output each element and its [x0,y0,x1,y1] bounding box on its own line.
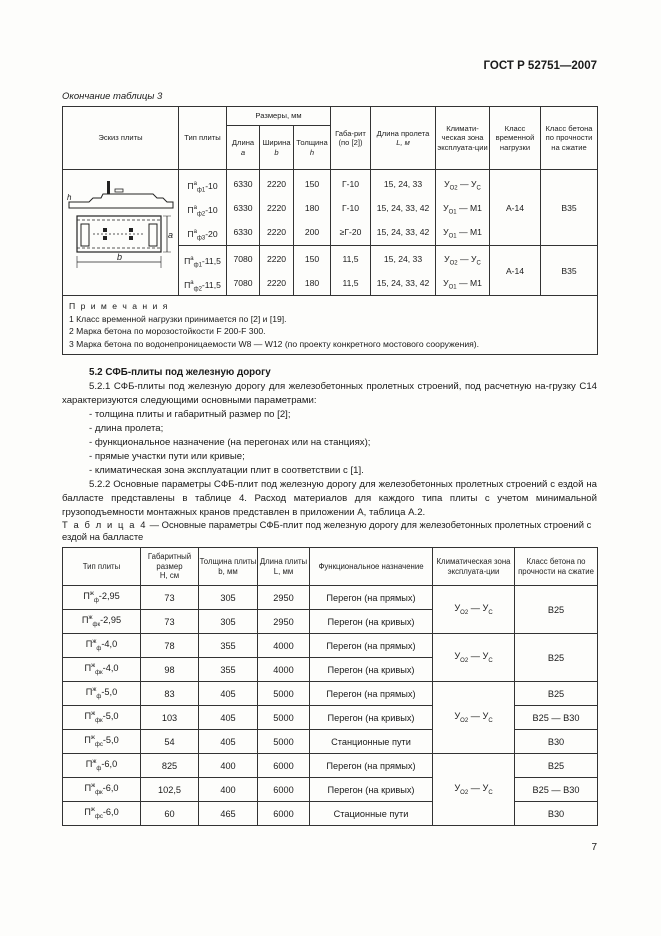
th-type: Тип плиты [179,107,227,170]
th-purpose: Функциональное назначение [310,548,433,586]
list-item: - длина пролета; [89,423,164,434]
th-sizes: Размеры, мм [227,107,331,126]
groupA-gabarit: Г-10 Г-10 ≥Г-20 [331,170,371,246]
type-row: $П^а_{ф2}-11,5$ [184,279,221,293]
notes-title: П р и м е ч а н и я [69,301,169,311]
table4-caption: Т а б л и ц а 4 — Основные параметры СФБ-плит под железную дорогу для железобетонных пролетных строений с ездой на балласте [62,519,592,542]
type-row: $П^а_{ф2}-10$ [187,204,218,218]
climate-cell: $У_{О2}$ — $У_С$ [433,634,515,682]
table-row: $П^ж_{фс}-5,0$ 54 405 5000 Станционные пути В30 [63,730,598,754]
note-3: 3 Марка бетона по водонепроницаемости W8 — W12 (по проекту конкретного мостового сооружения). [69,338,480,349]
th-concrete: Класс бетона по прочности на сжатие [541,107,598,170]
table-row: $П^ж_{фк}-5,0$ 103 405 5000 Перегон (на кривых) В25 — В30 [63,706,598,730]
th-length: Длина a [227,126,260,170]
table-row: $П^ж_{фс}-6,0$ 60 465 6000 Стационные пути В30 [63,802,598,826]
list-item: - толщина плиты и габаритный размер по [2]; [89,409,291,420]
sketch-dim-b: b [116,251,122,262]
table-row: $П^ж_{фк}-6,0$ 102,5 400 6000 Перегон (на кривых) В25 — В30 [63,778,598,802]
th-width: Ширина b [260,126,294,170]
list-item: - функциональное назначение (на перегонах или на станциях); [89,437,371,448]
groupB-types [179,246,227,296]
groupA-width: 2220 2220 2220 [260,170,294,246]
climate-cell: $У_{О2}$ — $У_С$ [433,586,515,634]
groupA-concrete: В35 [541,170,598,246]
th-concrete: Класс бетона по прочности на сжатие [515,548,598,586]
slab-sketch [67,172,175,292]
groupB-thickness: 150 180 [294,246,331,296]
note-1: 1 Класс временной нагрузки принимается по [2] и [19]. [69,313,287,324]
paragraph-5-2-1: 5.2.1 СФБ-плиты под железную дорогу для железобетонных пролетных строений, под расчетную на-грузку С14 характеризуются следующими основными параметрами: [62,381,597,406]
table-row: $П^ж_ф-5,0$ 83 405 5000 Перегон (на прямых) $У_{О2}$ — $У_С$ В25 [63,682,598,706]
concrete-cell: В30 [515,730,598,754]
table-row: $П^ж_{фк}-2,95$ 73 305 2950 Перегон (на кривых) [63,610,598,634]
note-2: 2 Марка бетона по морозостойкости F 200-F 300. [69,326,266,336]
concrete-cell: В25 [515,754,598,778]
th-sketch: Эскиз плиты [63,107,179,170]
groupB-climate: $У_{О2}$ — $У_С$ $У_{О1}$ — М1 [436,246,490,296]
table3-notes [63,296,598,355]
table3-caption: Окончание таблицы 3 [62,91,163,102]
paragraph-5-2-2: 5.2.2 Основные параметры СФБ-плит под железную дорогу для железобетонных пролетных строений с ездой на балласте представлены в таблице 4. Расход материалов для каждого типа плиты с учетом минимальной грузоподъемности монтажных кранов представлен в приложении А, таблица А.2. [62,479,597,518]
th-thickness: Толщина плиты b, мм [199,548,258,586]
groupA-length: 6330 6330 6330 [227,170,260,246]
groupB-concrete: В35 [541,246,598,296]
sketch-dim-h: h [66,192,71,202]
table-row: $П^ж_ф-4,0$ 78 355 4000 Перегон (на прямых) $У_{О2}$ — $У_С$ В25 [63,634,598,658]
groupA-load: А-14 [490,170,541,246]
groupB-load: А-14 [490,246,541,296]
groupB-span: 15, 24, 33 15, 24, 33, 42 [371,246,436,296]
th-thickness: Толщина h [294,126,331,170]
table-4 [62,547,598,826]
th-climate: Климати-ческая зона эксплуата-ции [436,107,490,170]
table-row: $П^ж_ф-2,95$ 73 305 2950 Перегон (на прямых) $У_{О2}$ — $У_С$ В25 [63,586,598,610]
concrete-cell: В25 — В30 [515,778,598,802]
groupA-span: 15, 24, 33 15, 24, 33, 42 15, 24, 33, 42 [371,170,436,246]
table-row: $П^ж_ф-6,0$ 825 400 6000 Перегон (на прямых) $У_{О2}$ — $У_С$ В25 [63,754,598,778]
slab-sketch-cell [63,170,179,296]
th-load: Класс временной нагрузки [490,107,541,170]
section-5-2 [62,366,597,520]
list-item: - прямые участки пути или кривые; [89,451,245,462]
groupB-gabarit: 11,5 11,5 [331,246,371,296]
sketch-dim-a: a [167,229,173,240]
concrete-cell: В25 — В30 [515,706,598,730]
type-row: $П^а_{ф1}-11,5$ [184,255,221,269]
concrete-cell: В30 [515,802,598,826]
concrete-cell: В25 [515,634,598,682]
th-climate: Климатическая зона эксплуата-ции [433,548,515,586]
groupA-types [179,170,227,246]
climate-cell: $У_{О2}$ — $У_С$ [433,754,515,826]
page-number: 7 [591,842,597,853]
table-row: $П^ж_{фк}-4,0$ 98 355 4000 Перегон (на кривых) [63,658,598,682]
concrete-cell: В25 [515,682,598,706]
section-title: 5.2 СФБ-плиты под железную дорогу [89,367,271,378]
th-gabarit: Габа-рит (по [2]) [331,107,371,170]
climate-cell: $У_{О2}$ — $У_С$ [433,682,515,754]
type-row: $П^а_{ф1}-10$ [187,180,218,194]
groupA-thickness: 150 180 200 [294,170,331,246]
th-length: Длина плиты L, мм [258,548,310,586]
groupA-climate: $У_{О2}$ — $У_С$ $У_{О1}$ — М1 $У_{О1}$ — М1 [436,170,490,246]
document-header: ГОСТ Р 52751—2007 [483,60,597,72]
table-3 [62,106,598,355]
groupB-width: 2220 2220 [260,246,294,296]
th-type: Тип плиты [63,548,141,586]
concrete-cell: В25 [515,586,598,634]
type-row: $П^а_{ф3}-20$ [187,228,218,242]
list-item: - климатическая зона эксплуатации плит в соответствии с [1]. [89,465,364,476]
th-gabarit: Габаритный размер Н, см [141,548,199,586]
th-span: Длина пролета L, м [371,107,436,170]
groupB-length: 7080 7080 [227,246,260,296]
